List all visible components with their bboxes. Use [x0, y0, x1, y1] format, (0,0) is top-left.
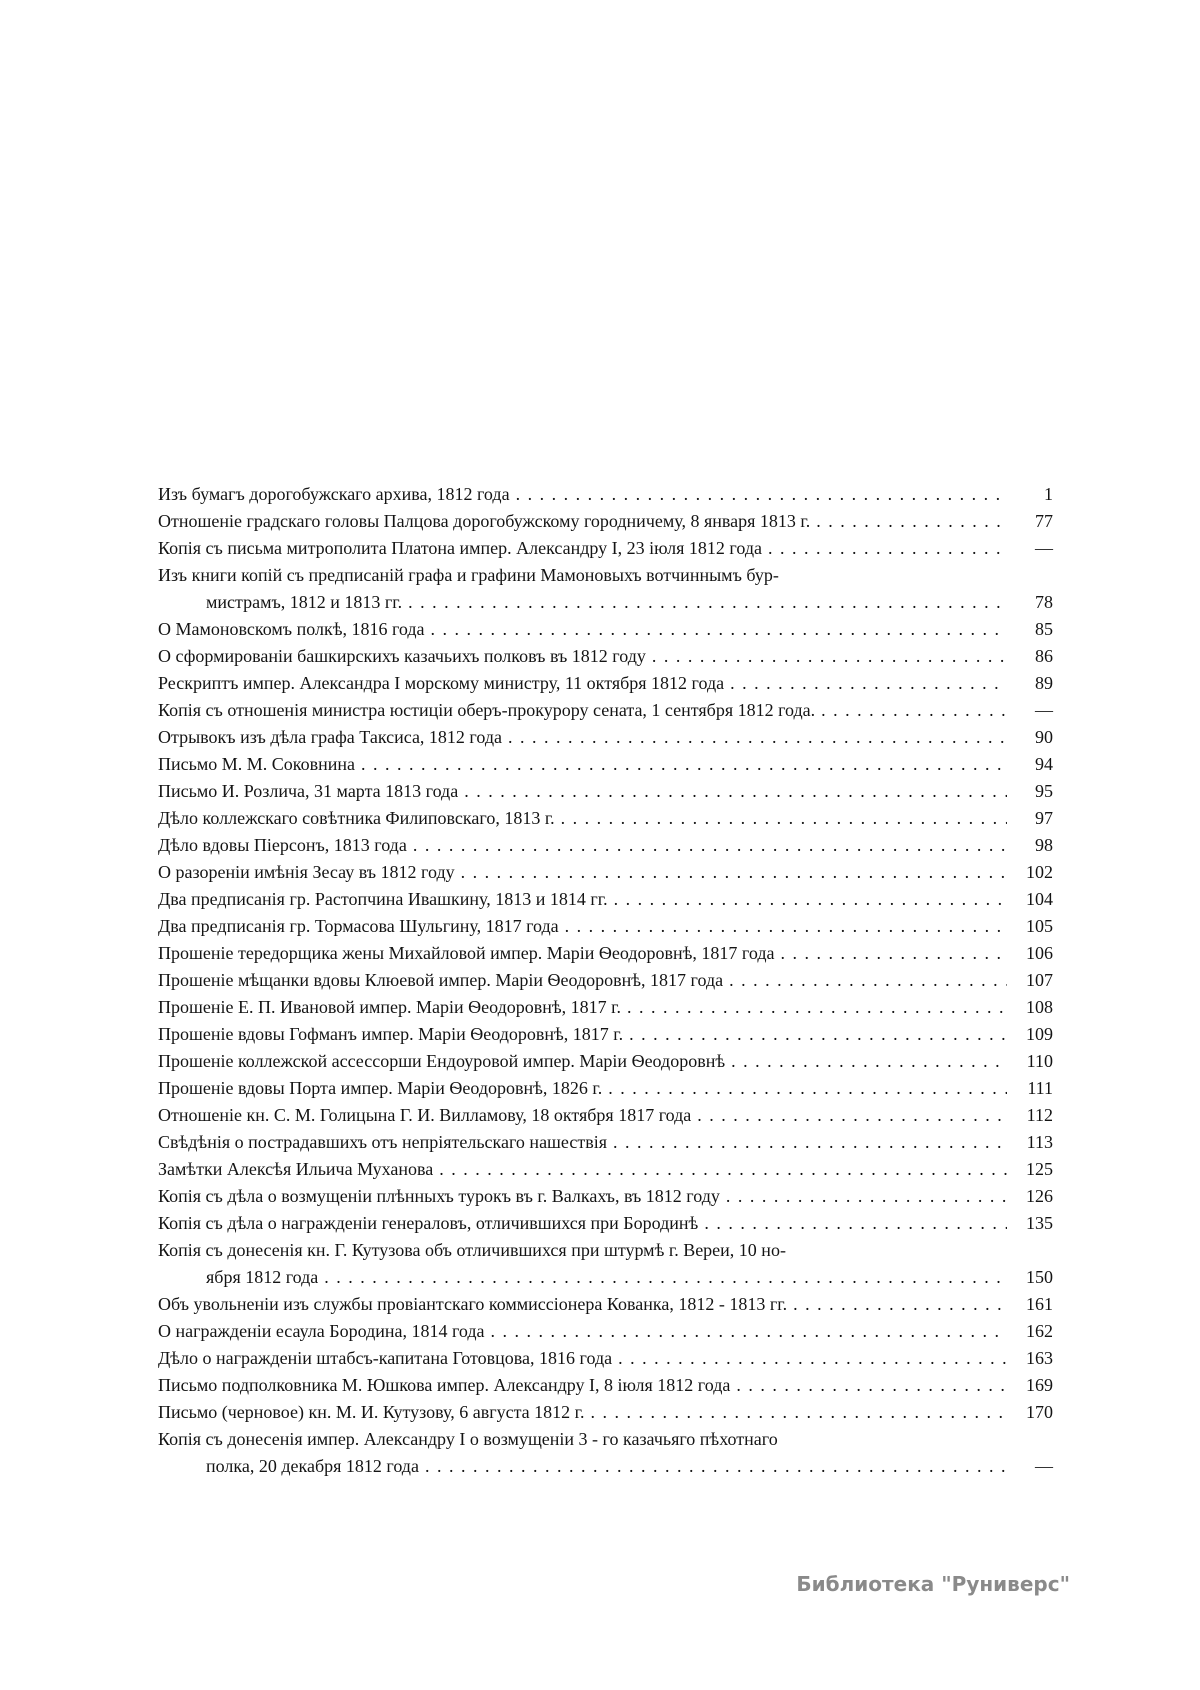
toc-entry: [158, 562, 1053, 616]
toc-entry-title: Объ увольненіи изъ службы провіантскаго коммиссіонера Кованка, 1812 - 1813 гг. . . .: [158, 1291, 1007, 1318]
toc-entry-title: Дѣло коллежскаго совѣтника Филиповскаго, 1813 г. . . .: [158, 805, 1007, 832]
table-of-contents: [158, 481, 1053, 1480]
toc-entry: [158, 643, 1053, 670]
toc-entry: [158, 481, 1053, 508]
toc-entry-title: О награжденіи есаула Бородина, 1814 года . . .: [158, 1318, 1007, 1345]
toc-page-number: 95: [1035, 781, 1053, 801]
toc-page-number: 125: [1026, 1159, 1053, 1179]
toc-page-number: 150: [1026, 1267, 1053, 1287]
toc-entry-title: Два предписанія гр. Тормасова Шульгину, 1817 года . . .: [158, 913, 1007, 940]
toc-entry-title: О разореніи имѣнія Зесау въ 1812 году . . .: [158, 859, 1007, 886]
toc-entry-title: Копія съ дѣла о возмущеніи плѣнныхъ турокъ въ г. Валкахъ, въ 1812 году . . .: [158, 1183, 1007, 1210]
toc-page-number: 94: [1035, 754, 1053, 774]
toc-entry-title: Письмо (черновое) кн. М. И. Кутузову, 6 августа 1812 г. . . .: [158, 1399, 1007, 1426]
toc-page-number: 97: [1035, 808, 1053, 828]
toc-entry: [158, 1156, 1053, 1183]
toc-entry: [158, 994, 1053, 1021]
toc-page-number: —: [1035, 538, 1053, 558]
toc-entry: [158, 1021, 1053, 1048]
toc-entry-title: Копія съ отношенія министра юстиціи оберъ-прокурору сената, 1 сентября 1812 года. . . .: [158, 697, 1007, 724]
toc-page-number: 110: [1026, 1051, 1053, 1071]
toc-entry: [158, 805, 1053, 832]
toc-page-number: 111: [1027, 1078, 1053, 1098]
toc-entry: [158, 886, 1053, 913]
toc-entry-title: Прошеніе мѣщанки вдовы Клюевой импер. Маріи Ѳеодоровнѣ, 1817 года . . .: [158, 967, 1007, 994]
toc-entry-title: Прошеніе коллежской ассессорши Ендоуровой импер. Маріи Ѳеодоровнѣ . . .: [158, 1048, 1007, 1075]
toc-page-number: 163: [1026, 1348, 1053, 1368]
toc-page-number: —: [1035, 1456, 1053, 1476]
toc-page-number: 170: [1026, 1402, 1053, 1422]
toc-entry-title-line2: полка, 20 декабря 1812 года . . .: [206, 1453, 1007, 1480]
toc-page-number: 169: [1026, 1375, 1053, 1395]
toc-entry: [158, 1129, 1053, 1156]
toc-entry-title: Письмо И. Розлича, 31 марта 1813 года . . .: [158, 778, 1007, 805]
toc-page-number: 78: [1035, 592, 1053, 612]
toc-entry-title-line2: мистрамъ, 1812 и 1813 гг. . . .: [206, 589, 1007, 616]
toc-entry-title: Письмо М. М. Соковнина . . .: [158, 751, 1007, 778]
toc-entry: [158, 832, 1053, 859]
toc-entry-title: Копія съ дѣла о награжденіи генераловъ, отличившихся при Бородинѣ . . .: [158, 1210, 1007, 1237]
library-watermark: Библиотека "Руниверс": [796, 1572, 1070, 1596]
toc-entry-title: Дѣло вдовы Піерсонъ, 1813 года . . .: [158, 832, 1007, 859]
toc-entry-title: Отношеніе кн. С. М. Голицына Г. И. Вилламову, 18 октября 1817 года . . .: [158, 1102, 1007, 1129]
toc-entry-title: Прошеніе вдовы Гофманъ импер. Маріи Ѳеодоровнѣ, 1817 г. . . .: [158, 1021, 1007, 1048]
toc-entry-title: О Мамоновскомъ полкѣ, 1816 года . . .: [158, 616, 1007, 643]
toc-entry-title: Рескриптъ импер. Александра I морскому министру, 11 октября 1812 года . . .: [158, 670, 1007, 697]
toc-entry: [158, 616, 1053, 643]
toc-entry: [158, 859, 1053, 886]
toc-page-number: 113: [1026, 1132, 1053, 1152]
toc-entry-title: О сформированіи башкирскихъ казачьихъ полковъ въ 1812 году . . .: [158, 643, 1007, 670]
toc-entry-title: Копія съ письма митрополита Платона импер. Александру I, 23 іюля 1812 года . . .: [158, 535, 1007, 562]
toc-entry-title-line2: ября 1812 года . . .: [206, 1264, 1007, 1291]
toc-page-number: 161: [1026, 1294, 1053, 1314]
toc-page-number: 89: [1035, 673, 1053, 693]
toc-entry: [158, 1291, 1053, 1318]
toc-page-number: 106: [1026, 943, 1053, 963]
toc-entry: [158, 1210, 1053, 1237]
toc-page-number: 77: [1035, 511, 1053, 531]
toc-page-number: 85: [1035, 619, 1053, 639]
toc-entry-title: Отношеніе градскаго головы Палцова дорогобужскому городничему, 8 января 1813 г. . . .: [158, 508, 1007, 535]
toc-page-number: 105: [1026, 916, 1053, 936]
toc-entry: [158, 751, 1053, 778]
toc-entry: [158, 1048, 1053, 1075]
toc-page-number: 104: [1026, 889, 1053, 909]
toc-entry: [158, 913, 1053, 940]
toc-page-number: 109: [1026, 1024, 1053, 1044]
toc-entry: [158, 1183, 1053, 1210]
toc-entry: [158, 1102, 1053, 1129]
toc-entry-title: Прошеніе вдовы Порта импер. Маріи Ѳеодоровнѣ, 1826 г. . . .: [158, 1075, 1007, 1102]
toc-page-number: 1: [1044, 484, 1053, 504]
toc-entry-title: Дѣло о награжденіи штабсъ-капитана Готовцова, 1816 года . . .: [158, 1345, 1007, 1372]
toc-entry: [158, 670, 1053, 697]
toc-entry-title-line1: Копія съ донесенія кн. Г. Кутузова объ отличившихся при штурмѣ г. Вереи, 10 но-: [158, 1240, 786, 1260]
toc-page-number: 107: [1026, 970, 1053, 990]
toc-entry-title: Свѣдѣнія о пострадавшихъ отъ непріятельскаго нашествія . . .: [158, 1129, 1007, 1156]
toc-entry-title: Прошеніе Е. П. Ивановой импер. Маріи Ѳеодоровнѣ, 1817 г. . . .: [158, 994, 1007, 1021]
toc-page-number: 108: [1026, 997, 1053, 1017]
toc-page-number: 135: [1026, 1213, 1053, 1233]
toc-entry: [158, 967, 1053, 994]
toc-page-number: 90: [1035, 727, 1053, 747]
toc-entry: [158, 1426, 1053, 1480]
toc-entry-title-line1: Копія съ донесенія импер. Александру I о возмущеніи 3 - го казачьяго пѣхотнаго: [158, 1429, 778, 1449]
toc-entry: [158, 1237, 1053, 1291]
toc-entry: [158, 778, 1053, 805]
toc-entry-title: Прошеніе тередорщика жены Михайловой импер. Маріи Ѳеодоровнѣ, 1817 года . . .: [158, 940, 1007, 967]
toc-page-number: 98: [1035, 835, 1053, 855]
toc-entry: [158, 1318, 1053, 1345]
toc-entry: [158, 1075, 1053, 1102]
toc-entry-title: Отрывокъ изъ дѣла графа Таксиса, 1812 года . . .: [158, 724, 1007, 751]
toc-entry-title: Замѣтки Алексѣя Ильича Муханова . . .: [158, 1156, 1007, 1183]
toc-page-number: 102: [1026, 862, 1053, 882]
toc-entry: [158, 697, 1053, 724]
toc-entry-title: Два предписанія гр. Растопчина Ивашкину, 1813 и 1814 гг. . . .: [158, 886, 1007, 913]
toc-entry: [158, 724, 1053, 751]
toc-entry-title-line1: Изъ книги копій съ предписаній графа и графини Мамоновыхъ вотчиннымъ бур-: [158, 565, 779, 585]
toc-entry: [158, 940, 1053, 967]
toc-entry-title: Изъ бумагъ дорогобужскаго архива, 1812 года . . .: [158, 481, 1007, 508]
toc-entry-title: Письмо подполковника М. Юшкова импер. Александру I, 8 іюля 1812 года . . .: [158, 1372, 1007, 1399]
toc-page-number: 86: [1035, 646, 1053, 666]
toc-entry: [158, 1372, 1053, 1399]
toc-page-number: 162: [1026, 1321, 1053, 1341]
toc-entry: [158, 508, 1053, 535]
toc-page-number: —: [1035, 700, 1053, 720]
toc-page-number: 126: [1026, 1186, 1053, 1206]
toc-entry: [158, 1399, 1053, 1426]
toc-entry: [158, 1345, 1053, 1372]
toc-entry: [158, 535, 1053, 562]
toc-page-number: 112: [1026, 1105, 1053, 1125]
